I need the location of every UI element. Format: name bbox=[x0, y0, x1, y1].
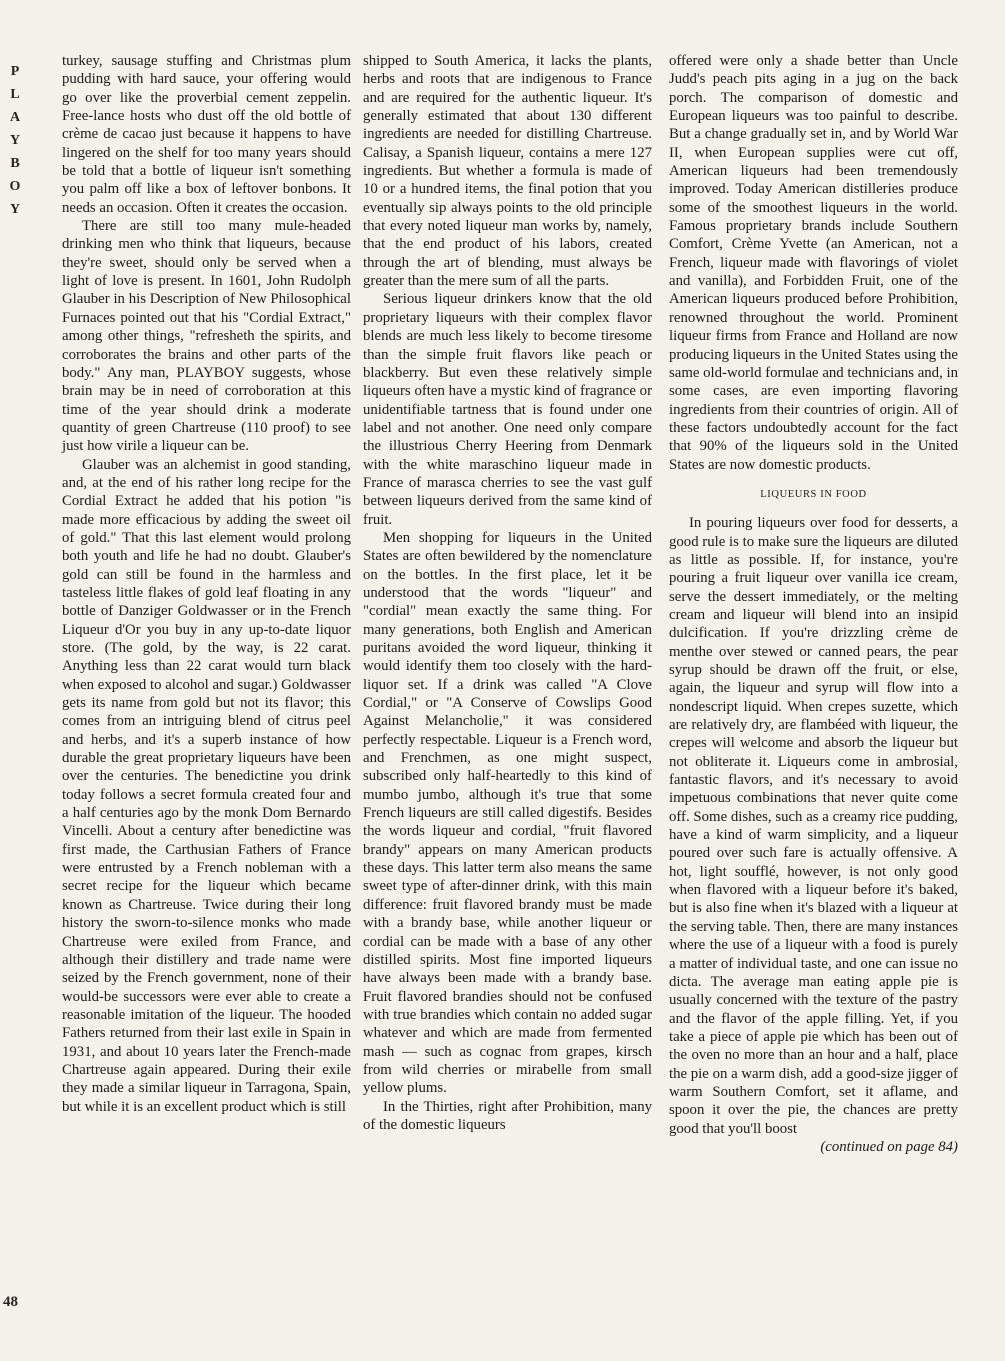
magazine-side-label bbox=[2, 60, 28, 221]
side-label-letter: O bbox=[9, 179, 21, 194]
paragraph: Serious liqueur drinkers know that the old proprietary liqueurs with their complex flavor blends are much less likely to become tiresome than the simple fruit flavors like peach or blackberry. But even these relatively simple liqueurs often have a mystic kind of fragrance or unidentifiable tartness that is found under one label and not another. One need only compare the illustrious Cherry Heering from Denmark with the white maraschino liqueur made in France of marasca cherries to see the vast gulf between liqueurs derived from the same kind of fruit. bbox=[363, 291, 652, 528]
article-column-3 bbox=[669, 52, 958, 1156]
section-subhead: LIQUEURS IN FOOD bbox=[760, 488, 867, 500]
paragraph: In the Thirties, right after Prohibition, many of the domestic liqueurs bbox=[363, 1098, 652, 1133]
article-column-1 bbox=[62, 52, 351, 1116]
paragraph: Men shopping for liqueurs in the United States are often bewildered by the nomenclature on the bottles. In the first place, let it be understood that the words "liqueur" and "cordial" mean exactly the same thing. For many generations, both English and American puritans avoided the word liqueur, thinking it would identify them too closely with the hard-liquor set. If a drink was called "A Clove Cordial," or "A Conserve of Cowslips Good Against Melancholie," it was considered perfectly respectable. Liqueur is a French word, and Frenchmen, as one might suspect, subscribed only half-heartedly to this kind of mumbo jumbo, although it's true that some French liqueurs are still called digestifs. Besides the words liqueur and cordial, "fruit flavored brandy" appears on many American products these days. This latter term also means the same sweet type of after-dinner drink, with this main difference: fruit flavored brandy must be made with a brandy base, while another liqueur or cordial can be made with a base of any other distilled spirits. Most fine imported liqueurs have always been made with a brandy base. Fruit flavored brandies should not be confused with true brandies which contain no added sugar whatever and which are made from fermented mash — such as cognac from grapes, kirsch from wild cherries or mirabelle from small yellow plums. bbox=[363, 529, 652, 1097]
paragraph: Glauber was an alchemist in good standing, and, at the end of his rather long recipe for the Cordial Extract he added that his potion "is made more efficacious by adding the sweet oil of gold." That this last element would prolong both youth and life he had no doubt. Glauber's gold can still be found in the harmless and tasteless little flakes of gold leaf floating in any bottle of Danziger Goldwasser or in the French Liqueur d'Or you buy in any up-to-date liquor store. (The gold, by the way, is 22 carat. Anything less than 22 carat would turn black when exposed to alcohol and sugar.) Goldwasser gets its name from gold but not its flavor; this comes from an intriguing blend of citrus peel and herbs, and it's a superb instance of how durable the great proprietary liqueurs have been over the centuries. The benedictine you drink today follows a secret formula created four and a half centuries ago by the monk Dom Bernardo Vincelli. About a century after benedictine was first made, the Carthusian Fathers of France were entrusted by a French nobleman with a secret recipe for the liqueur which became known as Chartreuse. Twice during their long history the sworn-to-silence monks who made Chartreuse were exiled from France, and although their distillery and trade name were seized by the French government, none of their would-be successors were ever able to create a reasonable imitation of the liqueur. The hooded Fathers returned from their last exile in Spain in 1931, and about 10 years later the French-made Chartreuse again appeared. During their exile they made a similar liqueur in Tarragona, Spain, but while it is an excellent product which is still bbox=[62, 456, 351, 1115]
side-label-letter: P bbox=[10, 64, 20, 79]
side-label-letter: L bbox=[10, 87, 20, 102]
paragraph: There are still too many mule-headed drinking men who think that liqueurs, because they're sweet, should only be served when a light of love is present. In 1601, John Rudolph Glauber in his Description of New Philosophical Furnaces pointed out that his "Cordial Extract," among other things, "refresheth the spirits, and corroborates the brains and other parts of the body." Any man, PLAYBOY suggests, whose brain may be in need of corroboration at this time of the year should drink a moderate quantity of green Chartreuse (110 proof) to see just how virile a liqueur can be. bbox=[62, 218, 351, 455]
side-label-letter: A bbox=[9, 110, 21, 125]
paragraph: In pouring liqueurs over food for desserts, a good rule is to make sure the liqueurs are diluted as little as possible. If, for instance, you're pouring a fruit liqueur over vanilla ice cream, serve the dessert immediately, or the melting cream and liqueur will blend into an insipid dulcification. If you're drizzling crème de menthe over stewed or canned pears, the pear syrup should be drawn off the fruit, or else, again, the liqueur and syrup will flow into a nondescript liquid. When crepes suzette, which are relatively dry, are flambéed with liqueur, the crepes will welcome and absorb the liqueur but not obliterate it. Liqueurs come in ambrosial, fantastic flavors, and it's necessary to avoid impetuous combinations that never quite come off. Some dishes, such as a creamy rice pudding, have a kind of warm simplicity, and a liqueur poured over such fare is actually offensive. A hot, light soufflé, however, is not only good when flavored with a liqueur before it's baked, but is also fine when it's blazed with a liqueur at the serving table. Then, there are many instances where the use of a liqueur with a food is purely a matter of individual taste, and one can issue no dicta. The average man eating apple pie is usually concerned with the texture of the pastry and the flavor of the apple filling. Yet, if you take a piece of apple pie which has been out of the oven no more than an hour and a half, place the pie on a warm dish, add a good-size jigger of warm Southern Comfort, set it aflame, and spoon it over the pie, the chances are pretty good that you'll boost bbox=[669, 515, 958, 1137]
page-number: 48 bbox=[3, 1294, 18, 1310]
side-label-letter: Y bbox=[9, 202, 21, 217]
continued-link[interactable]: (continued on page 84) bbox=[820, 1138, 958, 1155]
side-label-letter: B bbox=[10, 156, 20, 171]
paragraph: offered were only a shade better than Uncle Judd's peach pits aging in a jug on the back porch. The comparison of domestic and European liqueurs was too painful to describe. But a change gradually set in, and by World War II, when European supplies were cut off, American liqueurs had been tremendously improved. Today American distilleries produce some of the smoothest liqueurs in the world. Famous proprietary brands include Southern Comfort, Crème Yvette (an American, not a French, liqueur made with flavorings of violet and vanilla), and Forbidden Fruit, one of the American liqueurs produced before Prohibition, renowned throughout the world. Prominent liqueur firms from France and Holland are now producing liqueurs in the United States using the same old-world formulae and technicians and, in some cases, are even importing flavoring ingredients from their countries of origin. All of these factors undoubtedly account for the fact that 90% of the liqueurs sold in the United States are now domestic products. bbox=[669, 53, 958, 473]
paragraph: shipped to South America, it lacks the plants, herbs and roots that are indigenous to France and are required for the authentic liqueur. It's generally estimated that about 130 different ingredients are needed for distilling Chartreuse. Calisay, a Spanish liqueur, contains a mere 127 ingredients. But whether a formula is made of 10 or a hundred items, the final potion that you eventually sip always points to the old principle that every noted liqueur man works by, namely, that the end product of his labors, created through the art of blending, must always be greater than the mere sum of all the parts. bbox=[363, 53, 652, 290]
side-label-letter: Y bbox=[9, 133, 21, 148]
paragraph: turkey, sausage stuffing and Christmas plum pudding with hard sauce, your offering would go over like the proverbial cement zeppelin. Free-lance hosts who dust off the old bottle of crème de cacao just because it happens to have lingered on the shelf for too many years should be told that a bottle of liqueur isn't something you palm off like a box of leftover bonbons. It needs an occasion. Often it creates the occasion. bbox=[62, 53, 351, 216]
article-column-2 bbox=[363, 52, 652, 1134]
